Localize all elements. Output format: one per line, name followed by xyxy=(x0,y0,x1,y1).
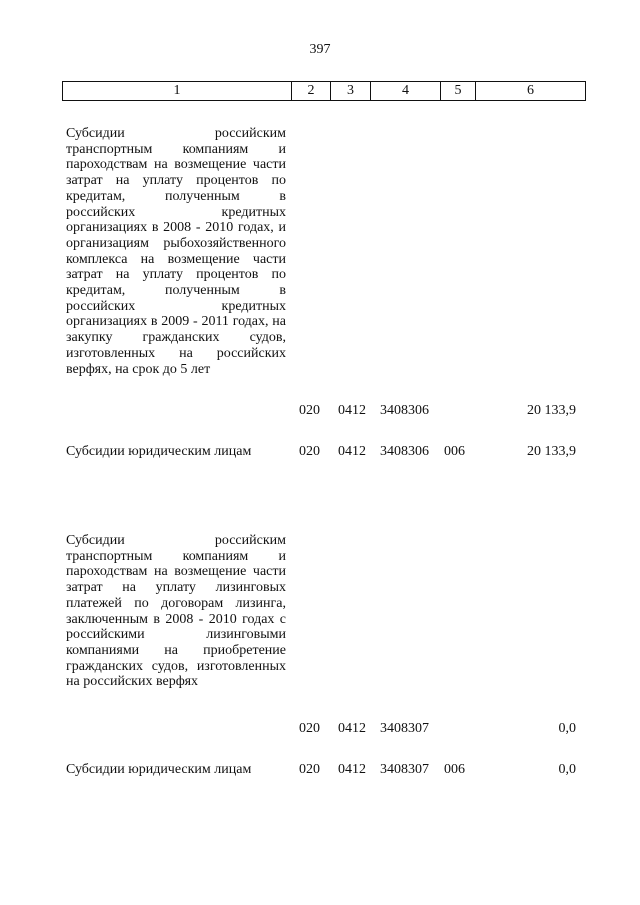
ministry-code: 020 xyxy=(299,403,320,418)
target-code: 3408307 xyxy=(380,762,429,777)
row-description: Субсидии юридическим лицам xyxy=(66,444,252,459)
row-description: Субсидии юридическим лицам xyxy=(66,762,252,777)
ministry-code: 020 xyxy=(299,762,320,777)
amount: 0,0 xyxy=(558,721,576,736)
row-description: Субсидии российским транспортным компаниям и пароходствам на возмещение части затрат на уплату процентов по кредитам, полученным в российских кредитных организациях в 2008 - 2010 годах, и организациям рыбохозяйственного комплекса на возмещение части затрат на уплату процентов по кредитам, полученным в российских кредитных организациях в 2009 - 2011 годах, на закупку гражданских судов, изготовленных на российских верфях, на срок до 5 лет xyxy=(66,126,286,377)
column-header-4: 4 xyxy=(371,82,441,101)
page-number: 397 xyxy=(309,42,331,57)
column-header-3: 3 xyxy=(331,82,371,101)
column-header-5: 5 xyxy=(441,82,476,101)
expense-type-code: 006 xyxy=(444,444,465,459)
target-code: 3408307 xyxy=(380,721,429,736)
section-code: 0412 xyxy=(338,403,366,418)
target-code: 3408306 xyxy=(380,403,429,418)
section-code: 0412 xyxy=(338,444,366,459)
amount: 20 133,9 xyxy=(527,444,576,459)
amount: 0,0 xyxy=(558,762,576,777)
expense-type-code: 006 xyxy=(444,762,465,777)
row-description: Субсидии российским транспортным компаниям и пароходствам на возмещение части затрат на уплату лизинговых платежей по договорам лизинга, заключенным в 2008 - 2010 годах с российскими лизинговыми компаниями на приобретение гражданских судов, изготовленных на российских верфях xyxy=(66,533,286,690)
section-code: 0412 xyxy=(338,762,366,777)
ministry-code: 020 xyxy=(299,444,320,459)
column-header-1: 1 xyxy=(63,82,292,101)
amount: 20 133,9 xyxy=(527,403,576,418)
ministry-code: 020 xyxy=(299,721,320,736)
column-header-table xyxy=(62,81,586,101)
column-header-6: 6 xyxy=(476,82,586,101)
section-code: 0412 xyxy=(338,721,366,736)
column-header-2: 2 xyxy=(292,82,331,101)
target-code: 3408306 xyxy=(380,444,429,459)
